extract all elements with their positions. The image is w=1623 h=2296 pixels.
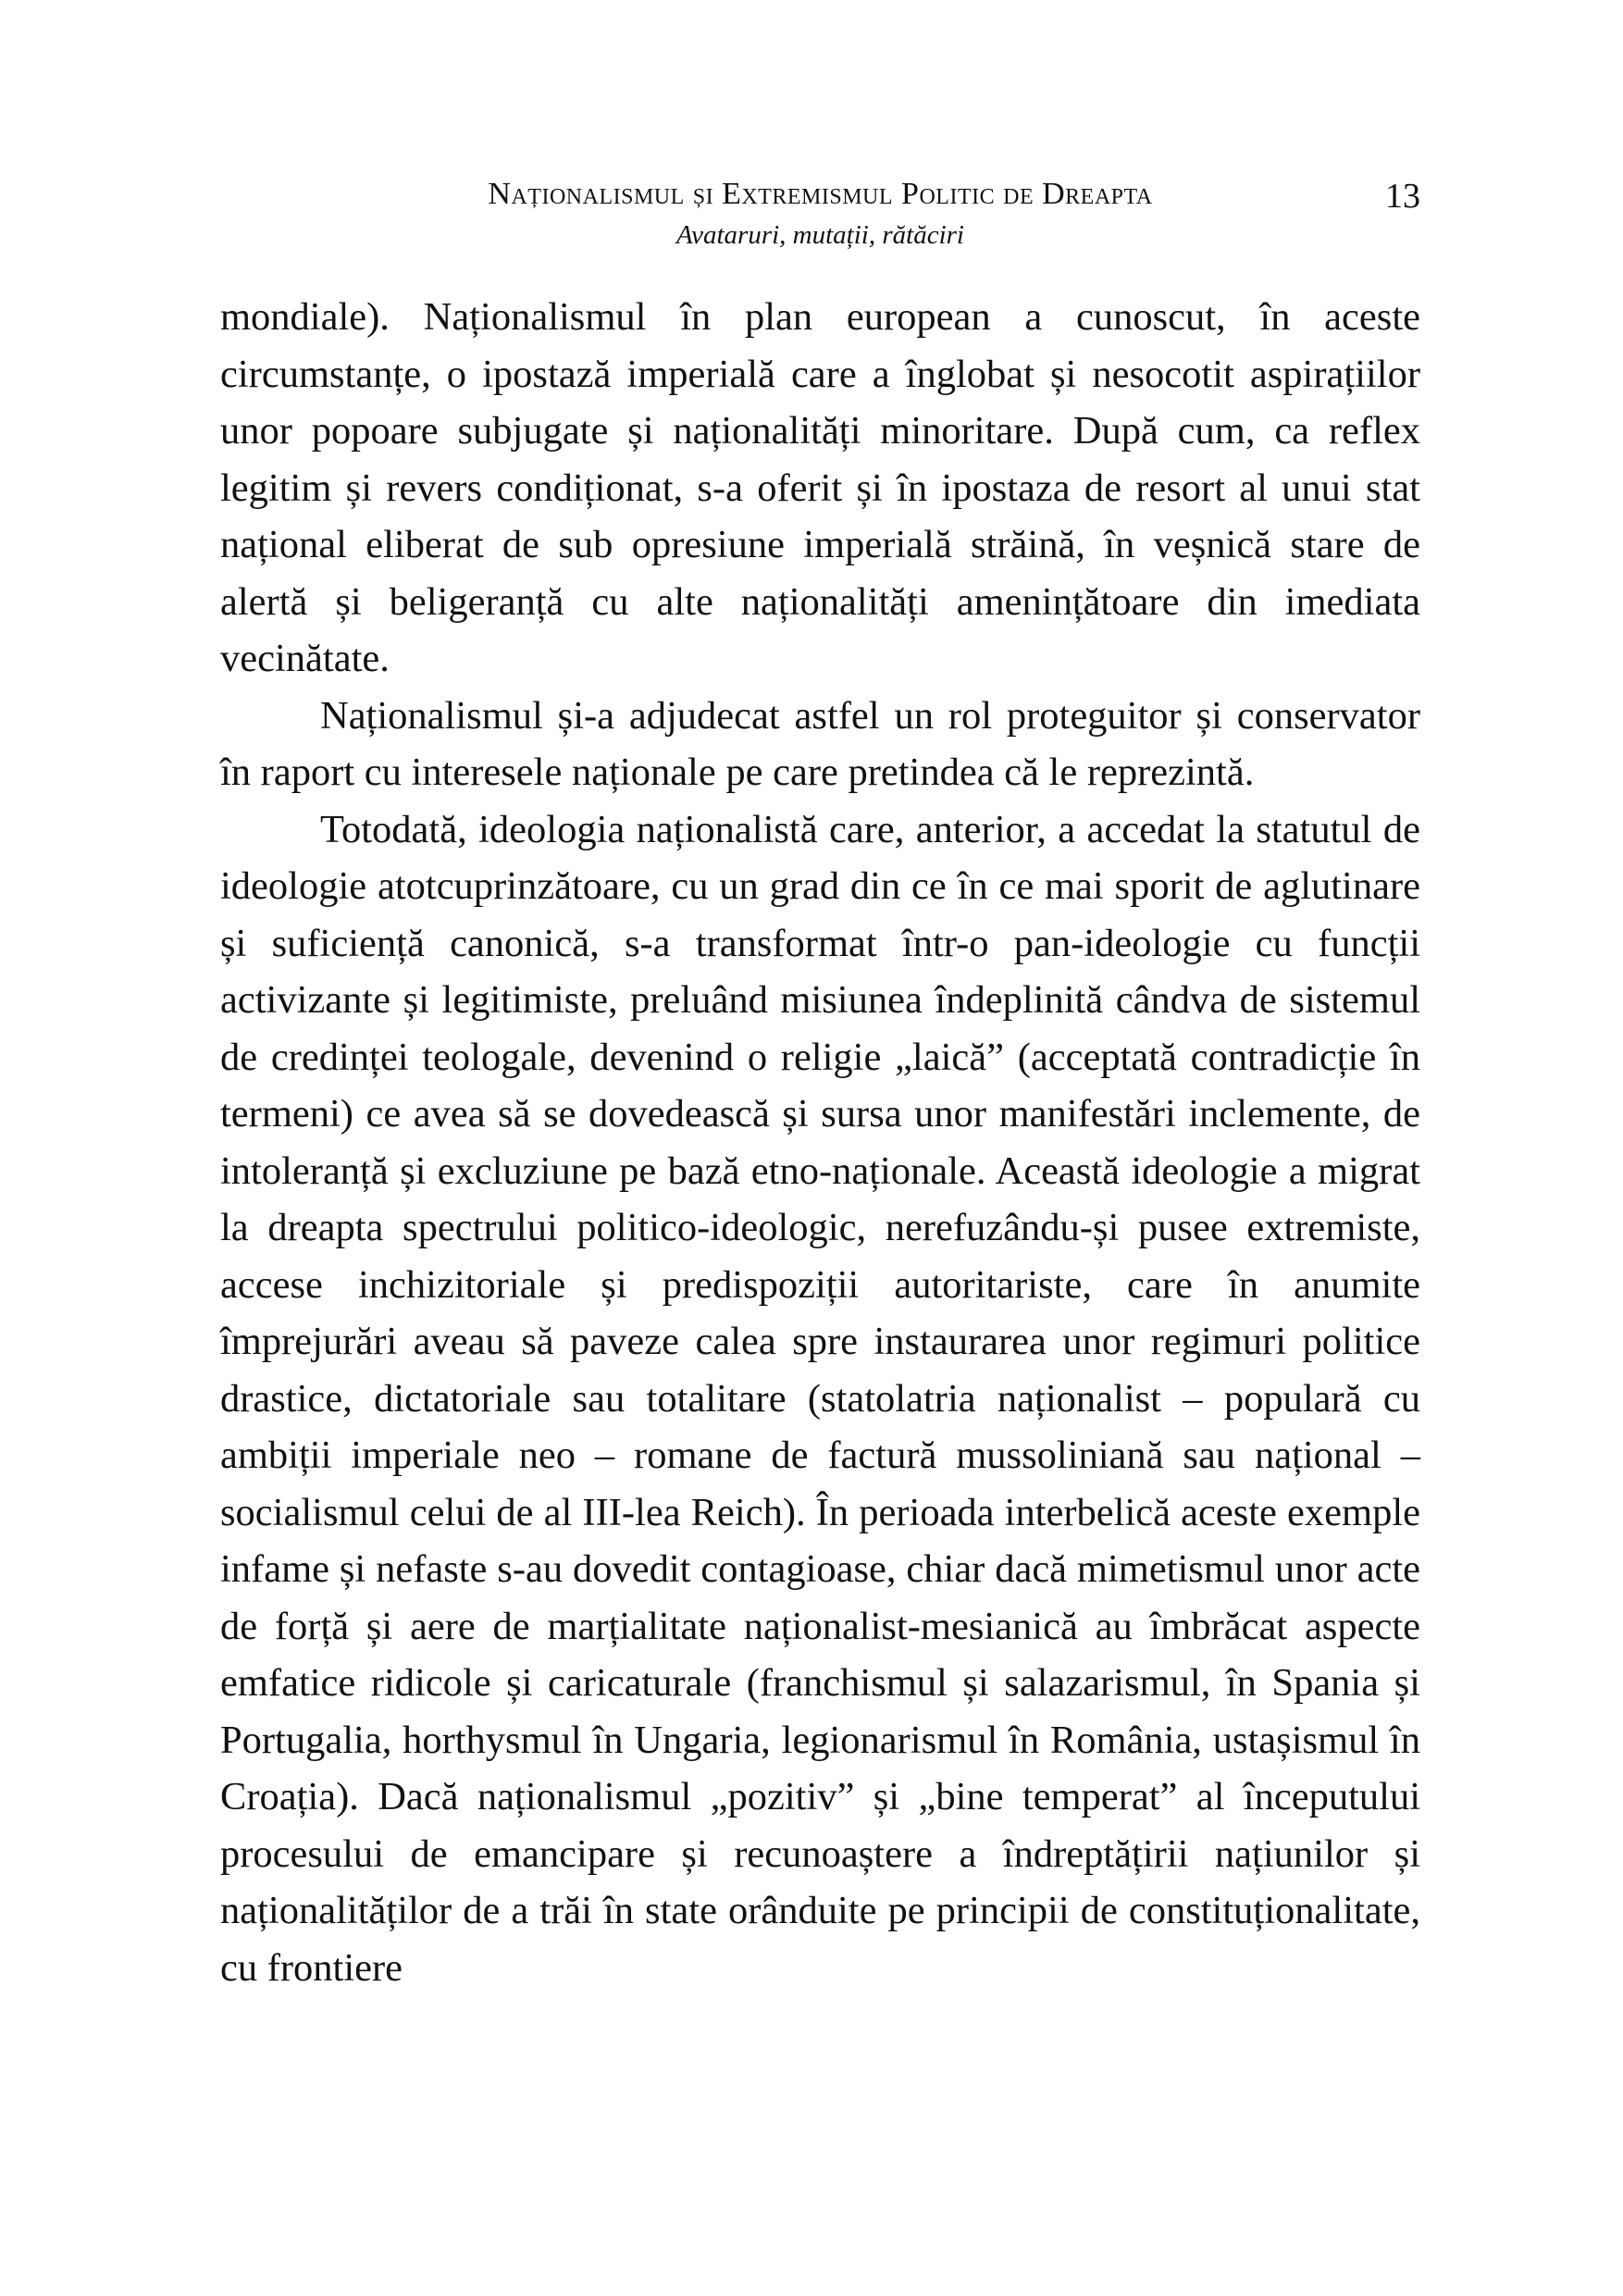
body-text [220,289,1420,1996]
page-number: 13 [1385,177,1420,216]
running-header-title: Naționalismul și Extremismul Politic de Dreapta [488,177,1153,211]
paragraph: mondiale). Naționalismul în plan european a cunoscut, în aceste circumstanțe, o ipostază imperială care a înglobat și nesocotit aspirațiilor unor popoare subjugate și naționalități minoritare. După cum, ca reflex legitim și revers condiționat, s-a oferit și în ipostaza de resort al unui stat național eliberat de sub opresiune imperială străină, în veșnică stare de alertă și beligeranță cu alte naționalități amenințătoare din imediata vecinătate. [220,295,1420,680]
paragraph: Naționalismul și-a adjudecat astfel un rol proteguitor și conservator în raport cu interesele naționale pe care pretindea că le reprezintă. [220,693,1420,794]
running-header-subtitle: Avataruri, mutații, rătăciri [676,220,964,250]
running-header [220,176,1420,254]
paragraph: Totodată, ideologia naționalistă care, anterior, a accedat la statutul de ideologie atotcuprinzătoare, cu un grad din ce în ce mai sporit de aglutinare și suficiență canonică, s-a transformat într-o pan-ideologie cu funcții activizante și legitimiste, preluând misiunea îndeplinită cândva de sistemul de credinței teologale, devenind o religie „laică” (acceptată contradicție în termeni) ce avea să se dovedească și sursa unor manifestări inclemente, de intoleranță și excluziune pe bază etno-naționale. Această ideologie a migrat la dreapta spectrului politico-ideologic, nerefuzându-și pusee extremiste, accese inchizitoriale și predispoziții autoritariste, care în anumite împrejurări aveau să paveze calea spre instaurarea unor regimuri politice drastice, dictatoriale sau totalitare (statolatria naționalist – populară cu ambiții imperiale neo – romane de factură mussoliniană sau național – socialismul celui de al III-lea Reich). În perioada interbelică aceste exemple infame și nefaste s-au dovedit contagioase, chiar dacă mimetismul unor acte de forță și aere de marțialitate naționalist-mesianică au îmbrăcat aspecte emfatice ridicole și caricaturale (franchismul și salazarismul, în Spania și Portugalia, horthysmul în Ungaria, legionarismul în România, ustașismul în Croația). Dacă naționalismul „pozitiv” și „bine temperat” al începutului procesului de emancipare și recunoaștere a îndreptățirii națiunilor și naționalităților de a trăi în state orânduite pe principii de constituționalitate, cu frontiere [220,807,1420,1990]
